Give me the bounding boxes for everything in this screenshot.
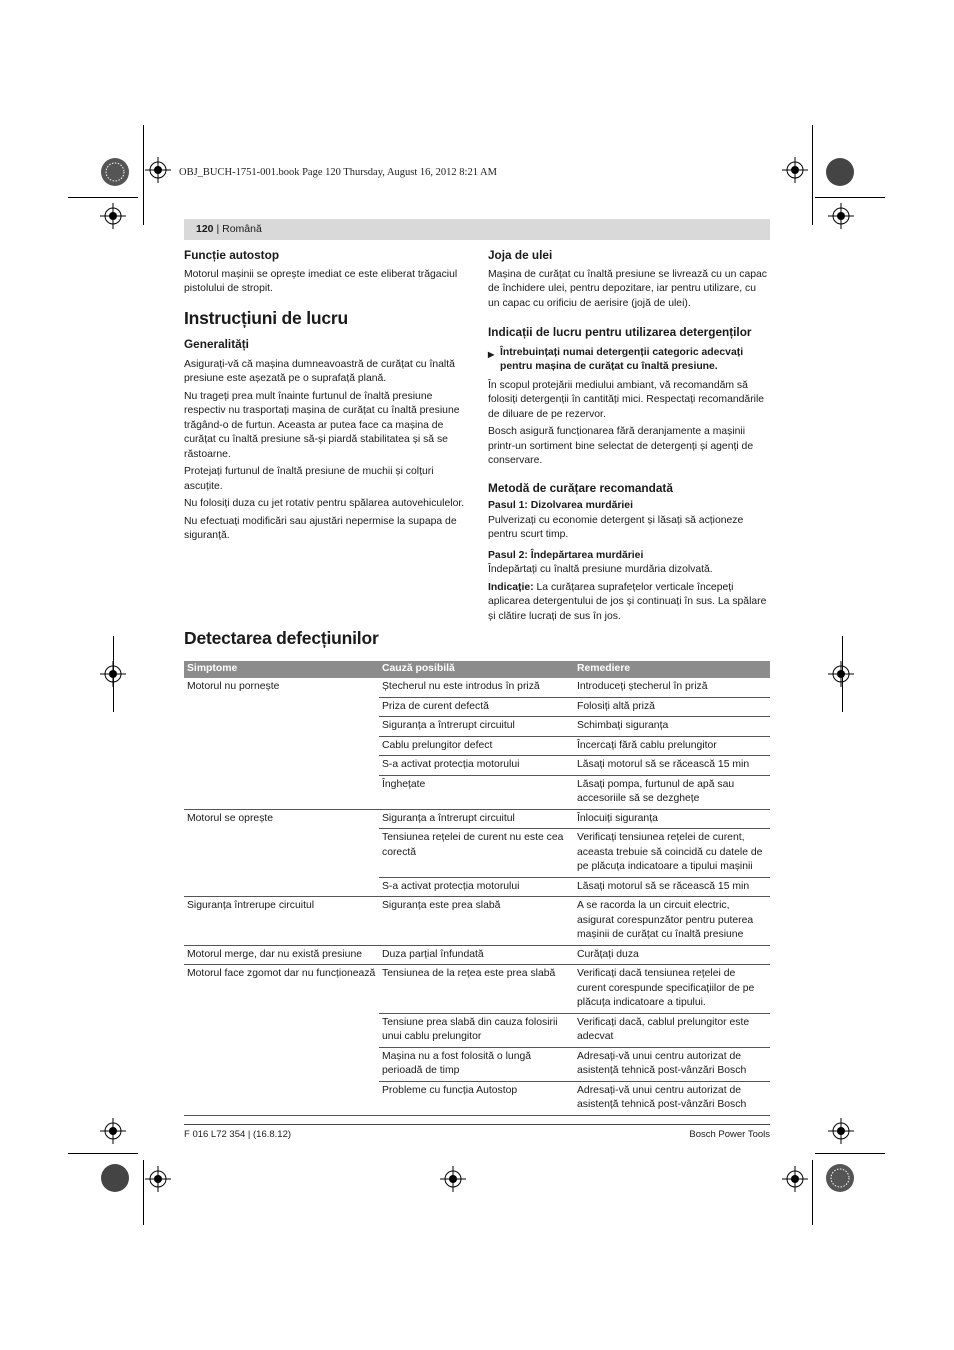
remedy-cell: Adresați-vă unui centru autorizat de asistență tehnică post-vânzări Bosch bbox=[574, 1047, 770, 1081]
crop-mark bbox=[143, 125, 144, 225]
detergent-paragraph: Bosch asigură funcționarea fără deranjamente a mașinii printr-un sortiment bine selectat de detergenți și agenți de conservare. bbox=[488, 426, 754, 466]
page-number: 120 bbox=[196, 223, 214, 235]
cause-cell: Cablu prelungitor defect bbox=[379, 736, 574, 756]
hint-paragraph bbox=[488, 581, 770, 625]
registration-wheel-icon bbox=[825, 1163, 855, 1193]
remedy-cell: Lăsați motorul să se răcească 15 min bbox=[574, 877, 770, 897]
triangle-bullet-icon: ▶ bbox=[488, 349, 495, 359]
remedy-cell: Adresați-vă unui centru autorizat de asistență tehnică post-vânzări Bosch bbox=[574, 1081, 770, 1115]
registration-disc-icon bbox=[825, 157, 855, 187]
table-row bbox=[184, 965, 770, 1014]
registration-crosshair-icon bbox=[145, 1166, 171, 1192]
crop-mark bbox=[815, 1153, 885, 1154]
step1-text: Pulverizați cu economie detergent și lăsați să acționeze pentru scurt timp. bbox=[488, 514, 744, 540]
cause-cell: Probleme cu funcția Autostop bbox=[379, 1081, 574, 1115]
cause-cell: Priza de curent defectă bbox=[379, 697, 574, 717]
cause-cell: Siguranța este prea slabă bbox=[379, 897, 574, 946]
column-header-cause: Cauză posibilă bbox=[379, 661, 574, 678]
oil-text: Mașina de curățat cu înaltă presiune se livrează cu un capac de închidere ulei, pentru depozitare, iar pentru utilizare, cu un capac cu orificiu de aerisire (jojă de ulei). bbox=[488, 268, 767, 309]
remedy-cell: Verificați dacă, cablul prelungitor este adecvat bbox=[574, 1013, 770, 1047]
crop-mark bbox=[68, 1153, 138, 1154]
column-header-remedy: Remediere bbox=[574, 661, 770, 678]
registration-disc-icon bbox=[100, 1163, 130, 1193]
remedy-cell: Folosiți altă priză bbox=[574, 697, 770, 717]
remedy-cell: Înlocuiți siguranța bbox=[574, 809, 770, 829]
cause-cell: Tensiunea de la rețea este prea slabă bbox=[379, 965, 574, 1014]
remedy-cell: Încercați fără cablu prelungitor bbox=[574, 736, 770, 756]
troubleshooting-table bbox=[184, 661, 770, 1116]
left-column bbox=[184, 248, 466, 547]
registration-crosshair-icon bbox=[100, 203, 126, 229]
table-row bbox=[184, 809, 770, 829]
symptom-cell: Motorul se oprește bbox=[184, 809, 379, 897]
remedy-cell: Lăsați pompa, furtunul de apă sau accesoriile să se dezghețe bbox=[574, 775, 770, 809]
cause-cell: S-a activat protecția motorului bbox=[379, 756, 574, 776]
registration-crosshair-icon bbox=[440, 1166, 466, 1192]
column-header-symptoms: Simptome bbox=[184, 661, 379, 678]
remedy-cell: Lăsați motorul să se răcească 15 min bbox=[574, 756, 770, 776]
remedy-cell: Schimbați siguranța bbox=[574, 717, 770, 737]
registration-crosshair-icon bbox=[100, 661, 126, 687]
footer-brand: Bosch Power Tools bbox=[689, 1129, 770, 1140]
general-paragraph: Nu folosiți duza cu jet rotativ pentru spălarea autovehiculelor. bbox=[184, 498, 465, 509]
crop-mark bbox=[143, 1160, 144, 1225]
troubleshooting-title: Detectarea defecțiunilor bbox=[184, 628, 379, 648]
cause-cell: S-a activat protecția motorului bbox=[379, 877, 574, 897]
detergent-title: Indicații de lucru pentru utilizarea detergenților bbox=[488, 325, 752, 339]
cause-cell: Înghețate bbox=[379, 775, 574, 809]
registration-crosshair-icon bbox=[782, 157, 808, 183]
registration-crosshair-icon bbox=[782, 1166, 808, 1192]
registration-crosshair-icon bbox=[145, 157, 171, 183]
symptom-cell: Motorul merge, dar nu există presiune bbox=[184, 945, 379, 965]
remedy-cell: Introduceți ștecherul în priză bbox=[574, 678, 770, 697]
remedy-cell: Curățați duza bbox=[574, 945, 770, 965]
crop-mark bbox=[812, 1160, 813, 1225]
hint-label: Indicație: bbox=[488, 581, 534, 593]
page-header bbox=[184, 219, 770, 240]
crop-mark bbox=[815, 197, 885, 198]
cause-cell: Mașina nu a fost folosită o lungă perioadă de timp bbox=[379, 1047, 574, 1081]
symptom-cell: Motorul face zgomot dar nu funcționează bbox=[184, 965, 379, 1116]
instructions-title: Instrucțiuni de lucru bbox=[184, 307, 349, 328]
registration-crosshair-icon bbox=[828, 1118, 854, 1144]
step2-text: Îndepărtați cu înaltă presiune murdăria dizolvată. bbox=[488, 564, 713, 575]
autostop-text: Motorul mașinii se oprește imediat ce este eliberat trăgaciul pistolului de stropit. bbox=[184, 268, 458, 294]
detergent-bullet-text: Întrebuințați numai detergenții categoric adecvați pentru mașina de curățat cu înaltă presiune. bbox=[500, 346, 744, 372]
right-column bbox=[488, 248, 770, 627]
print-info: OBJ_BUCH-1751-001.book Page 120 Thursday, August 16, 2012 8:21 AM bbox=[179, 167, 497, 178]
table-row bbox=[184, 897, 770, 946]
detergent-bullet bbox=[488, 346, 770, 375]
oil-title: Joja de ulei bbox=[488, 248, 553, 262]
method-title: Metodă de curățare recomandată bbox=[488, 480, 673, 495]
hint-text: La curățarea suprafețelor verticale începeți aplicarea detergentului de jos și continuați în sus. La spălare și clătire lucrați de sus în jos. bbox=[488, 581, 767, 622]
symptom-cell: Motorul nu pornește bbox=[187, 681, 280, 692]
detergent-paragraph: În scopul protejării mediului ambiant, vă recomandăm să folosiți detergenții în cantități mici. Respectați recomandările de diluare de pe rezervor. bbox=[488, 379, 765, 420]
step1-title: Pasul 1: Dizolvarea murdăriei bbox=[488, 500, 633, 511]
page-footer bbox=[184, 1124, 770, 1140]
general-paragraph: Protejați furtunul de înaltă presiune de muchii și colțuri ascuțite. bbox=[184, 466, 434, 492]
cause-cell: Siguranța a întrerupt circuitul bbox=[379, 809, 574, 829]
cause-cell: Tensiunea rețelei de curent nu este cea corectă bbox=[379, 829, 574, 878]
symptom-cell: Siguranța întrerupe circuitul bbox=[184, 897, 379, 946]
cause-cell: Siguranța a întrerupt circuitul bbox=[379, 717, 574, 737]
footer-doc-code: F 016 L72 354 | (16.8.12) bbox=[184, 1129, 292, 1140]
step2-title: Pasul 2: Îndepărtarea murdăriei bbox=[488, 549, 644, 561]
cause-cell: Tensiune prea slabă din cauza folosirii unui cablu prelungitor bbox=[379, 1013, 574, 1047]
cause-cell: Ștecherul nu este introdus în priză bbox=[379, 678, 574, 697]
general-paragraph: Nu efectuați modificări sau ajustări nepermise la supapa de siguranță. bbox=[184, 515, 457, 541]
header-language: Română bbox=[222, 223, 262, 235]
crop-mark bbox=[68, 197, 138, 198]
general-paragraph: Nu trageți prea mult înainte furtunul de înaltă presiune respectiv nu trasportați mașina de curățat cu înaltă presiune trăgând-o de furtun. Aceasta ar putea face ca mașina de curățat cu înaltă presiune să-și piardă stabilitatea și să se răstoarne. bbox=[184, 390, 460, 460]
autostop-title: Funcție autostop bbox=[184, 248, 280, 262]
remedy-cell: Verificați tensiunea rețelei de curent, aceasta trebuie să coincidă cu datele de pe plăcuța indicatoare a tipului mașinii bbox=[574, 829, 770, 878]
registration-crosshair-icon bbox=[828, 203, 854, 229]
header-separator: | bbox=[216, 223, 220, 235]
cause-cell: Duza parțial înfundată bbox=[379, 945, 574, 965]
table-row bbox=[184, 945, 770, 965]
registration-crosshair-icon bbox=[100, 1118, 126, 1144]
remedy-cell: Verificați dacă tensiunea rețelei de curent corespunde specificațiilor de pe plăcuța indicatoare a tipului. bbox=[574, 965, 770, 1014]
general-paragraph: Asigurați-vă că mașina dumneavoastră de curățat cu înaltă presiune este așezată pe o suprafață plană. bbox=[184, 358, 455, 384]
remedy-cell: A se racorda la un circuit electric, asigurat corespunzător pentru puterea mașinii de curățat cu înaltă presiune bbox=[574, 897, 770, 946]
crop-mark bbox=[812, 125, 813, 225]
table-row bbox=[184, 678, 770, 697]
table-header-row bbox=[184, 661, 770, 678]
registration-crosshair-icon bbox=[828, 661, 854, 687]
registration-wheel-icon bbox=[100, 157, 130, 187]
general-title: Generalități bbox=[184, 337, 249, 351]
